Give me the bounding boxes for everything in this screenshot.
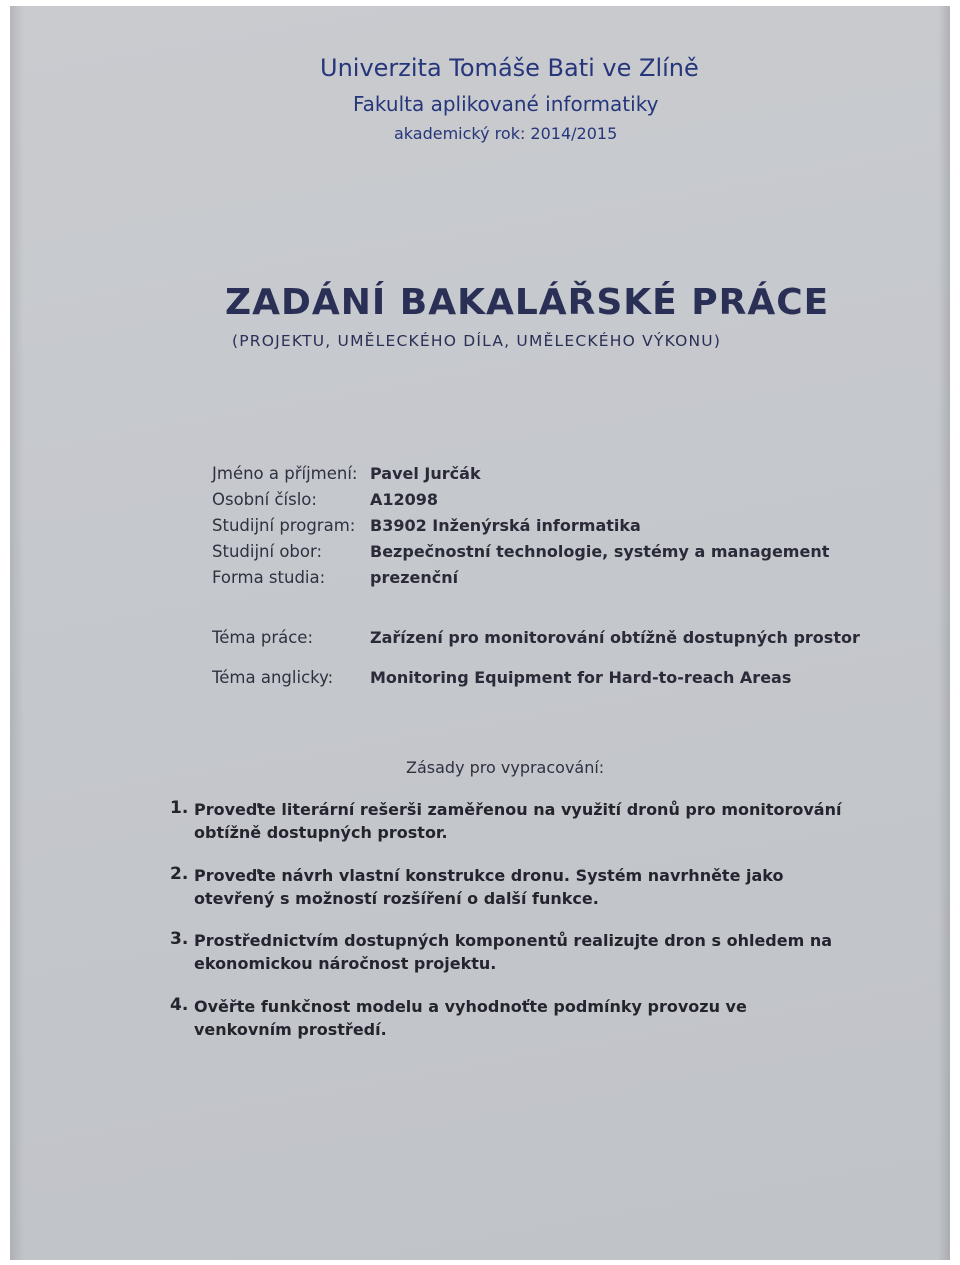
form-label: Forma studia: — [212, 568, 326, 587]
list-item-number: 4. — [170, 995, 189, 1015]
name-value: Pavel Jurčák — [370, 464, 481, 483]
document-subtitle: (PROJEKTU, UMĚLECKÉHO DÍLA, UMĚLECKÉHO VÝKONU) — [232, 332, 722, 350]
program-label: Studijní program: — [212, 516, 356, 535]
program-value: B3902 Inženýrská informatika — [370, 516, 641, 535]
assignment-page — [10, 6, 950, 1260]
list-item-text: Ověřte funkčnost modelu a vyhodnoťte podmínky provozu ve venkovním prostředí. — [194, 997, 747, 1039]
list-item-text: Proveďte návrh vlastní konstrukce dronu. Systém navrhněte jako otevřený s možností rozšíření o další funkce. — [194, 866, 784, 908]
list-item-number: 1. — [170, 798, 189, 818]
topic-cz-label: Téma práce: — [212, 628, 314, 647]
list-item-number: 3. — [170, 929, 189, 949]
topic-cz-value: Zařízení pro monitorování obtížně dostupných prostor — [370, 628, 860, 647]
page-shadow-left — [10, 6, 24, 1260]
list-item-text: Prostřednictvím dostupných komponentů realizujte dron s ohledem na ekonomickou náročnost projektu. — [194, 931, 833, 973]
list-item-number: 2. — [170, 864, 189, 884]
document-title: ZADÁNÍ BAKALÁŘSKÉ PRÁCE — [225, 282, 830, 323]
guidelines-heading: Zásady pro vypracování: — [406, 758, 605, 777]
university-name: Univerzita Tomáše Bati ve Zlíně — [320, 54, 699, 82]
field-value: Bezpečnostní technologie, systémy a management — [370, 542, 830, 561]
id-value: A12098 — [370, 490, 439, 509]
form-value: prezenční — [370, 568, 459, 587]
faculty-name: Fakulta aplikované informatiky — [353, 92, 659, 116]
list-item-text: Proveďte literární rešerši zaměřenou na využití dronů pro monitorování obtížně dostupných prostor. — [194, 800, 842, 842]
id-label: Osobní číslo: — [212, 490, 317, 509]
topic-en-value: Monitoring Equipment for Hard-to-reach Areas — [370, 668, 792, 687]
name-label: Jméno a příjmení: — [212, 464, 358, 483]
field-label: Studijní obor: — [212, 542, 323, 561]
topic-en-label: Téma anglicky: — [212, 668, 334, 687]
page-shadow-right — [938, 6, 950, 1260]
academic-year: akademický rok: 2014/2015 — [394, 124, 618, 143]
